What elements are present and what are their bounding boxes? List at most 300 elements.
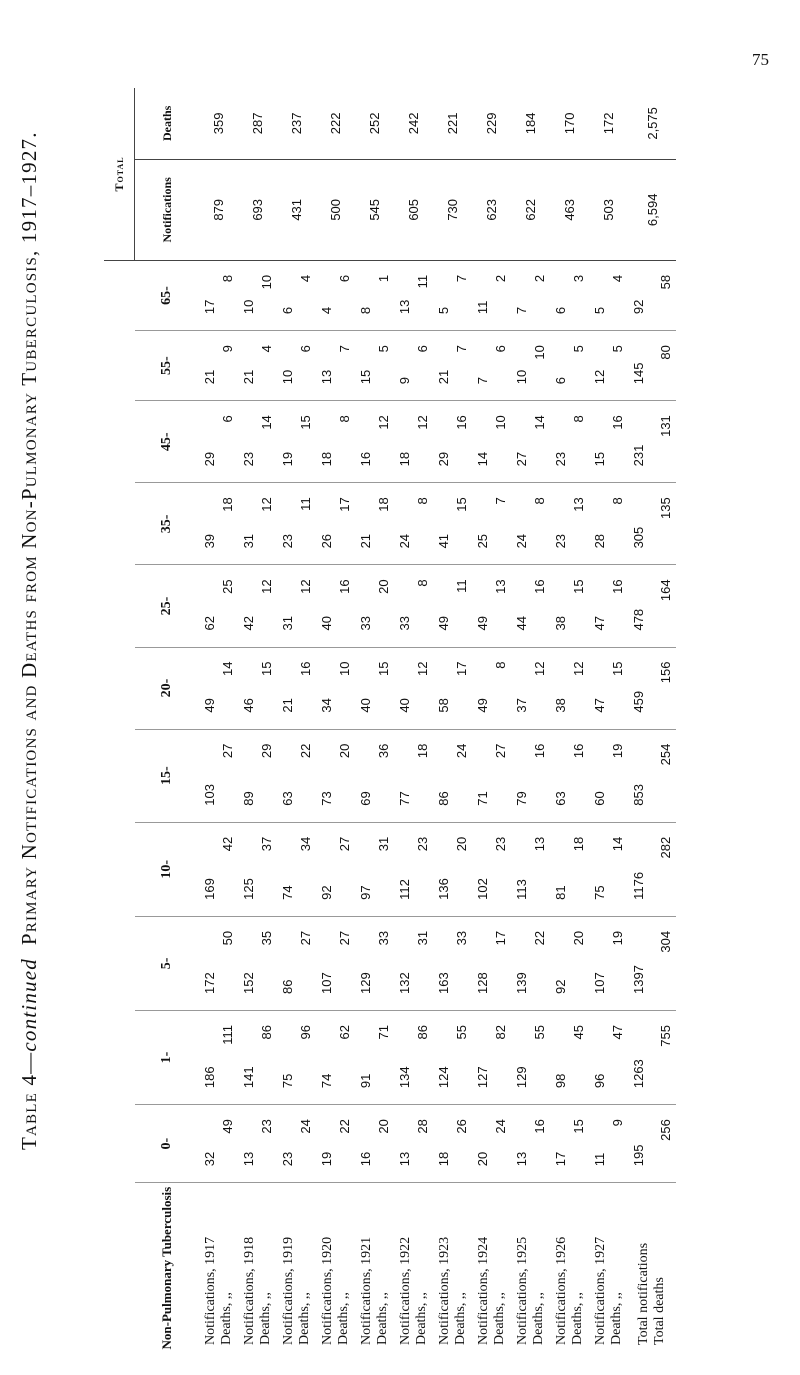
notifications-value: 39 — [202, 533, 217, 549]
deaths-value: 256 — [658, 1119, 673, 1141]
row-label-deaths: Deaths, ,, — [530, 1292, 546, 1345]
deaths-value: 96 — [298, 1025, 313, 1040]
age-cell — [394, 260, 433, 330]
deaths-value: 20 — [376, 1119, 391, 1134]
notifications-value: 42 — [241, 616, 256, 631]
notifications-value: 8 — [358, 306, 373, 315]
total-notifications-header: Notifications — [135, 159, 200, 260]
age-cell — [199, 565, 238, 647]
total-header: Total — [104, 88, 135, 260]
age-cell — [199, 1105, 238, 1183]
age-cell — [238, 1011, 277, 1105]
age-cell — [433, 916, 472, 1010]
notifications-value: 38 — [553, 698, 568, 713]
age-cell — [433, 483, 472, 565]
age-cell — [394, 647, 433, 729]
notifications-value: 102 — [475, 878, 490, 900]
deaths-value: 6 — [298, 345, 313, 353]
notifications-value: 11 — [592, 1152, 607, 1167]
deaths-value: 26 — [454, 1119, 469, 1134]
age-cell — [433, 647, 472, 729]
age-cell — [433, 1105, 472, 1183]
age-cell — [394, 729, 433, 822]
table-area — [104, 88, 747, 1353]
notifications-value: 10 — [514, 369, 529, 385]
deaths-value: 12 — [415, 661, 430, 676]
notifications-value: 7 — [514, 306, 529, 315]
age-cell — [394, 822, 433, 916]
notifications-value: 1176 — [631, 871, 646, 900]
row-label-deaths: Deaths, ,, — [608, 1292, 624, 1345]
notifications-value: 6 — [280, 306, 295, 315]
notifications-value: 10 — [280, 369, 295, 385]
age-cell — [628, 331, 676, 401]
deaths-value: 15 — [571, 579, 586, 594]
total-deaths-value: 287 — [238, 88, 277, 159]
age-cell — [433, 260, 472, 330]
notifications-value: 231 — [631, 444, 646, 467]
deaths-value: 3 — [571, 274, 586, 283]
age-cell — [628, 1105, 676, 1183]
deaths-value: 20 — [571, 930, 586, 946]
deaths-value: 5 — [610, 345, 625, 353]
deaths-value: 10 — [532, 345, 547, 360]
notifications-value: 49 — [475, 698, 490, 713]
notifications-value: 49 — [475, 616, 490, 631]
table-row — [238, 88, 277, 1353]
age-cell — [316, 916, 355, 1010]
age-cell — [628, 647, 676, 729]
deaths-value: 12 — [532, 661, 547, 676]
age-cell — [277, 1011, 316, 1105]
row-label — [550, 1183, 589, 1353]
deaths-value: 35 — [259, 930, 274, 946]
notifications-value: 40 — [319, 616, 334, 631]
row-label — [238, 1183, 277, 1353]
notifications-value: 6 — [553, 306, 568, 315]
header-row-group — [104, 88, 135, 1353]
age-header: 55- — [135, 331, 200, 401]
notifications-value: 69 — [358, 791, 373, 806]
age-cell — [316, 647, 355, 729]
notifications-value: 141 — [241, 1066, 256, 1089]
total-notifications-value: 622 — [511, 159, 550, 260]
row-label — [277, 1183, 316, 1353]
total-notifications-value: 545 — [355, 159, 394, 260]
row-label-deaths: Deaths, ,, — [413, 1292, 429, 1345]
deaths-value: 755 — [658, 1025, 673, 1047]
notifications-value: 28 — [592, 533, 607, 549]
deaths-value: 15 — [571, 1119, 586, 1134]
deaths-value: 23 — [493, 836, 508, 852]
notifications-value: 113 — [514, 879, 529, 900]
deaths-value: 33 — [454, 930, 469, 946]
deaths-value: 18 — [571, 836, 586, 852]
age-cell — [277, 401, 316, 483]
deaths-value: 27 — [493, 743, 508, 759]
row-label-deaths: Deaths, ,, — [257, 1292, 273, 1345]
deaths-value: 11 — [415, 274, 430, 289]
notifications-value: 169 — [202, 878, 217, 900]
age-cell — [355, 1105, 394, 1183]
deaths-value: 4 — [610, 274, 625, 283]
age-cell — [628, 822, 676, 916]
notifications-value: 23 — [553, 451, 568, 467]
age-header: 45- — [135, 401, 200, 483]
age-cell — [433, 1011, 472, 1105]
age-cell — [238, 401, 277, 483]
notifications-value: 25 — [475, 533, 490, 549]
table-row — [277, 88, 316, 1353]
table-row — [316, 88, 355, 1353]
deaths-value: 36 — [376, 743, 391, 759]
age-cell — [199, 331, 238, 401]
table-row — [550, 88, 589, 1353]
deaths-value: 19 — [610, 930, 625, 946]
deaths-value: 27 — [337, 930, 352, 946]
age-cell — [199, 729, 238, 822]
age-cell — [628, 401, 676, 483]
notifications-value: 60 — [592, 791, 607, 806]
deaths-value: 45 — [571, 1025, 586, 1040]
deaths-value: 22 — [298, 743, 313, 759]
deaths-value: 14 — [532, 415, 547, 430]
deaths-value: 14 — [259, 415, 274, 430]
row-label-notifications: Notifications, 1917 — [202, 1236, 218, 1345]
deaths-value: 7 — [454, 274, 469, 283]
age-cell — [472, 822, 511, 916]
age-cell — [355, 916, 394, 1010]
row-label — [628, 1183, 676, 1353]
notifications-value: 40 — [358, 698, 373, 713]
deaths-value: 23 — [259, 1119, 274, 1134]
notifications-value: 71 — [475, 791, 490, 806]
age-cell — [628, 565, 676, 647]
deaths-value: 62 — [337, 1025, 352, 1040]
notifications-value: 103 — [202, 784, 217, 806]
age-cell — [511, 260, 550, 330]
age-cell — [316, 401, 355, 483]
notifications-value: 19 — [319, 1151, 334, 1167]
age-cell — [472, 916, 511, 1010]
deaths-value: 28 — [415, 1119, 430, 1134]
age-header: 0- — [135, 1105, 200, 1183]
table-row — [355, 88, 394, 1353]
age-cell — [628, 729, 676, 822]
deaths-value: 7 — [337, 345, 352, 353]
deaths-value: 23 — [415, 836, 430, 852]
total-deaths-value: 237 — [277, 88, 316, 159]
deaths-value: 55 — [532, 1025, 547, 1040]
deaths-value: 16 — [298, 661, 313, 676]
notifications-value: 29 — [202, 451, 217, 467]
notifications-value: 853 — [631, 784, 646, 806]
row-label-deaths: Deaths, ,, — [452, 1292, 468, 1345]
total-notifications-value: 879 — [199, 159, 238, 260]
age-cell — [394, 331, 433, 401]
total-notifications-value: 623 — [472, 159, 511, 260]
notifications-value: 112 — [397, 879, 412, 900]
age-cell — [355, 331, 394, 401]
age-cell — [394, 401, 433, 483]
age-cell — [238, 729, 277, 822]
deaths-value: 42 — [220, 836, 235, 852]
total-notifications-value: 503 — [589, 159, 628, 260]
deaths-value: 11 — [454, 579, 469, 593]
deaths-value: 8 — [571, 415, 586, 423]
notifications-value: 23 — [280, 1151, 295, 1167]
age-cell — [238, 260, 277, 330]
total-notifications-value: 730 — [433, 159, 472, 260]
deaths-value: 15 — [298, 415, 313, 430]
notifications-value: 73 — [319, 791, 334, 806]
deaths-value: 15 — [259, 661, 274, 676]
age-cell — [589, 729, 628, 822]
row-label-deaths: Deaths, ,, — [335, 1292, 351, 1345]
deaths-value: 10 — [337, 661, 352, 676]
notifications-value: 305 — [631, 526, 646, 549]
age-cell — [199, 483, 238, 565]
age-cell — [550, 822, 589, 916]
age-cell — [433, 822, 472, 916]
age-cell — [316, 565, 355, 647]
deaths-value: 12 — [376, 415, 391, 430]
age-header: 5- — [135, 916, 200, 1010]
row-label-deaths: Deaths, ,, — [374, 1292, 390, 1345]
notifications-value: 1397 — [631, 965, 646, 995]
age-cell — [277, 729, 316, 822]
deaths-value: 16 — [610, 579, 625, 594]
row-label-deaths: Total deaths — [652, 1277, 667, 1345]
notifications-value: 145 — [631, 362, 646, 385]
notifications-value: 33 — [397, 616, 412, 631]
age-cell — [238, 822, 277, 916]
deaths-value: 16 — [532, 743, 547, 759]
page-number: 75 — [752, 50, 769, 69]
age-cell — [394, 1011, 433, 1105]
notifications-value: 62 — [202, 616, 217, 631]
deaths-value: 6 — [337, 274, 352, 283]
caption-prefix: Table 4— — [17, 1051, 41, 1150]
deaths-value: 111 — [220, 1025, 235, 1045]
age-cell — [199, 916, 238, 1010]
deaths-value: 17 — [454, 661, 469, 676]
caption-title: Primary Notifications and Deaths from Non-Pulmonary Tuberculosis, 1917–1927. — [17, 131, 41, 946]
age-cell — [550, 1011, 589, 1105]
notifications-value: 44 — [514, 616, 529, 631]
total-deaths-value: 221 — [433, 88, 472, 159]
age-cell — [277, 565, 316, 647]
table-caption — [17, 131, 42, 1150]
age-cell — [589, 647, 628, 729]
deaths-value: 86 — [259, 1025, 274, 1040]
notifications-value: 21 — [280, 698, 295, 713]
notifications-value: 63 — [553, 791, 568, 806]
deaths-value: 4 — [259, 345, 274, 353]
deaths-value: 8 — [532, 497, 547, 505]
age-cell — [472, 647, 511, 729]
deaths-value: 16 — [454, 415, 469, 430]
deaths-value: 12 — [298, 579, 313, 594]
notifications-value: 16 — [358, 451, 373, 467]
age-cell — [199, 647, 238, 729]
table-row — [511, 88, 550, 1353]
notifications-value: 34 — [319, 698, 334, 713]
notifications-value: 139 — [514, 972, 529, 995]
deaths-value: 13 — [493, 579, 508, 594]
deaths-value: 16 — [532, 1119, 547, 1134]
notifications-value: 129 — [514, 1066, 529, 1089]
notifications-value: 91 — [358, 1073, 373, 1089]
deaths-value: 86 — [415, 1025, 430, 1040]
notifications-value: 27 — [514, 451, 529, 467]
total-notifications-value: 500 — [316, 159, 355, 260]
total-deaths-value: 229 — [472, 88, 511, 159]
age-cell — [433, 331, 472, 401]
table-row — [628, 88, 676, 1353]
notifications-value: 23 — [241, 451, 256, 467]
notifications-value: 92 — [553, 979, 568, 995]
deaths-value: 13 — [532, 836, 547, 852]
deaths-value: 17 — [493, 930, 508, 946]
total-deaths-value: 222 — [316, 88, 355, 159]
notifications-value: 163 — [436, 972, 451, 995]
notifications-value: 172 — [202, 972, 217, 995]
age-cell — [199, 1011, 238, 1105]
deaths-value: 2 — [493, 274, 508, 283]
notifications-value: 21 — [202, 369, 217, 385]
age-cell — [589, 565, 628, 647]
notifications-value: 13 — [241, 1151, 256, 1167]
deaths-value: 1 — [376, 274, 391, 283]
notifications-value: 86 — [436, 791, 451, 806]
age-cell — [316, 260, 355, 330]
row-label-notifications: Total notifications — [636, 1242, 651, 1345]
notifications-value: 41 — [436, 533, 451, 549]
deaths-value: 31 — [376, 836, 391, 852]
age-cell — [199, 822, 238, 916]
notifications-value: 74 — [319, 1073, 334, 1089]
deaths-value: 7 — [493, 497, 508, 505]
age-cell — [511, 331, 550, 401]
notifications-value: 23 — [280, 533, 295, 549]
age-cell — [472, 1105, 511, 1183]
age-cell — [472, 729, 511, 822]
deaths-value: 16 — [571, 743, 586, 759]
age-cell — [238, 483, 277, 565]
notifications-value: 32 — [202, 1151, 217, 1167]
deaths-value: 20 — [376, 579, 391, 594]
notifications-value: 58 — [436, 698, 451, 713]
deaths-value: 6 — [493, 345, 508, 353]
deaths-value: 254 — [658, 743, 673, 766]
notifications-value: 79 — [514, 791, 529, 806]
deaths-value: 18 — [220, 497, 235, 512]
total-deaths-value: 252 — [355, 88, 394, 159]
deaths-value: 164 — [658, 579, 673, 602]
row-label-notifications: Notifications, 1926 — [553, 1236, 569, 1345]
deaths-value: 55 — [454, 1025, 469, 1040]
age-cell — [589, 260, 628, 330]
notifications-value: 107 — [592, 972, 607, 995]
row-label-notifications: Notifications, 1927 — [592, 1236, 608, 1345]
notifications-value: 18 — [319, 451, 334, 467]
notifications-value: 92 — [631, 299, 646, 315]
deaths-value: 18 — [415, 743, 430, 759]
deaths-value: 304 — [658, 930, 673, 953]
deaths-value: 33 — [376, 930, 391, 946]
age-cell — [355, 565, 394, 647]
notifications-value: 107 — [319, 972, 334, 995]
table-row — [199, 88, 238, 1353]
deaths-value: 22 — [337, 1119, 352, 1134]
age-cell — [316, 822, 355, 916]
notifications-value: 31 — [280, 616, 295, 631]
table-row — [472, 88, 511, 1353]
row-label — [589, 1183, 628, 1353]
total-notifications-value: 463 — [550, 159, 589, 260]
row-label — [394, 1183, 433, 1353]
deaths-value: 2 — [532, 274, 547, 283]
age-cell — [472, 401, 511, 483]
age-cell — [277, 647, 316, 729]
deaths-value: 8 — [415, 579, 430, 587]
deaths-value: 8 — [220, 274, 235, 283]
age-cell — [316, 729, 355, 822]
notifications-value: 86 — [280, 979, 295, 995]
notifications-value: 24 — [397, 533, 412, 549]
notifications-value: 5 — [436, 306, 451, 315]
total-deaths-header: Deaths — [135, 88, 200, 159]
notifications-value: 13 — [397, 299, 412, 315]
notifications-value: 128 — [475, 972, 490, 995]
deaths-value: 9 — [610, 1119, 625, 1127]
age-cell — [433, 401, 472, 483]
notifications-value: 125 — [241, 878, 256, 900]
total-deaths-value: 242 — [394, 88, 433, 159]
row-label-notifications: Notifications, 1922 — [397, 1236, 413, 1345]
header-row — [135, 88, 200, 1353]
deaths-value: 8 — [337, 415, 352, 423]
age-cell — [511, 401, 550, 483]
total-deaths-value: 170 — [550, 88, 589, 159]
age-cell — [316, 483, 355, 565]
table-body — [199, 88, 676, 1353]
deaths-value: 12 — [259, 579, 274, 594]
deaths-value: 25 — [220, 579, 235, 594]
deaths-value: 31 — [415, 930, 430, 946]
age-header: 1- — [135, 1011, 200, 1105]
deaths-value: 24 — [454, 743, 469, 759]
age-cell — [550, 916, 589, 1010]
notifications-value: 136 — [436, 878, 451, 900]
deaths-value: 29 — [259, 743, 274, 759]
deaths-value: 27 — [337, 836, 352, 852]
notifications-value: 31 — [241, 533, 256, 549]
age-cell — [511, 822, 550, 916]
age-cell — [628, 916, 676, 1010]
notifications-value: 75 — [280, 1073, 295, 1089]
notifications-value: 6 — [553, 376, 568, 385]
row-label — [355, 1183, 394, 1353]
deaths-value: 16 — [610, 415, 625, 430]
deaths-value: 17 — [337, 497, 352, 512]
age-cell — [472, 260, 511, 330]
notifications-value: 13 — [319, 369, 334, 385]
notifications-value: 13 — [397, 1151, 412, 1167]
notifications-value: 98 — [553, 1073, 568, 1089]
rotated-table — [104, 88, 747, 1353]
